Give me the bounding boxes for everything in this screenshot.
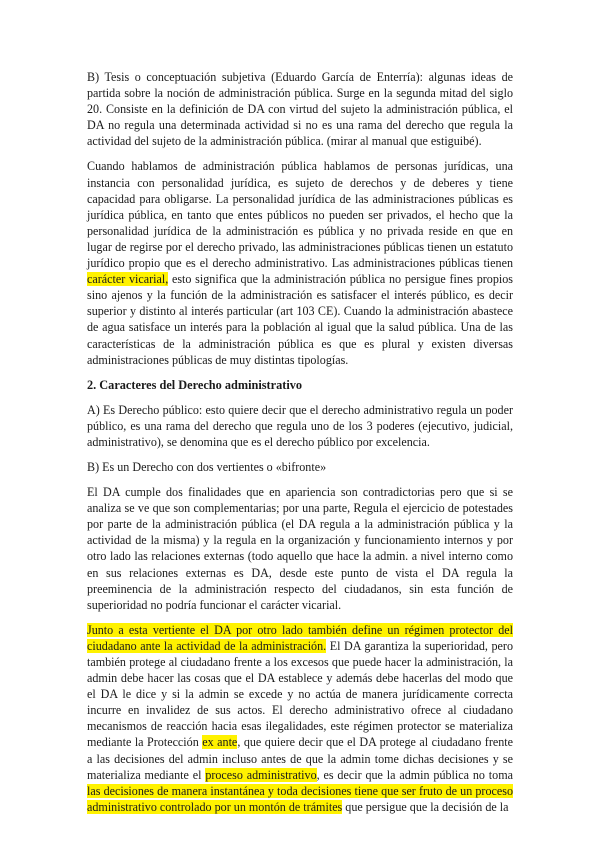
section-heading: 2. Caracteres del Derecho administrativo: [87, 377, 303, 392]
paragraph-tesis-subjetiva: B) Tesis o conceptuación subjetiva (Eduardo García de Enterría): algunas ideas de partida sobre la noción de administración pública. Surge en la segunda mitad del siglo 20. Consiste en la definición de DA con virtud del sujeto la administración pública, el DA no regula una determinada actividad si no es una rama del derecho que regula la actividad del sujeto de la administración pública. (mirar al manual que estiguibé).: [87, 70, 513, 149]
paragraph-bifronte: B) Es un Derecho con dos vertientes o «bifronte»: [87, 459, 327, 474]
paragraph-text: esto significa que la administración pública no persigue fines propios sino ajenos y la función de la administración es satisfacer el interés público, es decir superior y distinto al interés particular (art 103 CE). Cuando la administración abastece de agua satisface un interés para la población al igual que la salud pública. Una de las características de la administración pública es que es plural y existen diversas administraciones públicas de muy distintas tipologías.: [87, 272, 513, 367]
paragraph-text: que persigue que la decisión de la: [342, 799, 509, 814]
highlighted-text: las decisiones de manera instantánea y toda decisiones tiene que ser fruto de un proceso administrativo controlado por un montón de trámites: [87, 783, 513, 814]
highlighted-text: carácter vicarial,: [87, 272, 169, 287]
paragraph-text: El DA garantiza la superioridad, pero también protege al ciudadano frente a los excesos que puede hacer la administración, la admin debe hacer las cosas que el DA establece y además debe hacerlas del modo que el DA le dice y si la admin se excede y no actúa de manera jurídicamente correcta incurre en invalidez de sus actos. El derecho administrativo ofrece al ciudadano mecanismos de reacción hacia esas ilegalidades, este régimen protector se materializa mediante la Protección: [87, 638, 513, 750]
paragraph-text: Cuando hablamos de administración pública hablamos de personas jurídicas, una instancia con personalidad jurídica, es sujeto de derechos y de deberes y tiene capacidad para obligarse. La personalidad jurídica de las administraciones públicas es jurídica pública, en tanto que entes públicos no pueden ser privados, el hecho que la personalidad jurídica de la administración es pública y no privada reside en que en lugar de regirse por el derecho privado, las administraciones públicas tienen un estatuto jurídico propio que es el derecho administrativo. Las administraciones públicas tienen: [87, 159, 513, 271]
highlighted-text: proceso administrativo: [205, 767, 317, 782]
highlighted-text: Junto a esta vertiente el DA por otro lado también define un régimen protector del ciudadano ante la actividad de la administración.: [87, 622, 513, 653]
paragraph-personalidad-juridica: [87, 158, 513, 367]
paragraph-derecho-publico: A) Es Derecho público: esto quiere decir que el derecho administrativo regula un poder público, es una rama del derecho que regula uno de los 3 poderes (ejecutivo, judicial, administrativo), se denomina que es el derecho público por excelencia.: [87, 402, 513, 449]
paragraph-regimen-protector: [87, 622, 513, 815]
highlighted-text: ex ante: [202, 735, 238, 750]
paragraph-dos-finalidades: El DA cumple dos finalidades que en apariencia son contradictorias pero que si se analiza se ve que son complementarias; por una parte, Regula el ejercicio de potestades por parte de la administración pública (el DA regula a la administración pública y la actividad de la misma) y la regula en la organización y funcionamiento internos y por otro lado las relaciones externas (todo aquello que hace la admin. a nivel interno como en sus relaciones externas es DA, desde este punto de vista el DA regula la preeminencia de la administración respecto del ciudadanos, sin esta función de superioridad no podría funcionar el carácter vicarial.: [87, 485, 513, 612]
paragraph-text: , que quiere decir que el DA protege al ciudadano frente a las decisiones del admin incluso antes de que la admin tome dichas decisiones y se materializa mediante el: [87, 735, 513, 782]
paragraph-text: , es decir que la admin pública no toma: [316, 767, 513, 782]
